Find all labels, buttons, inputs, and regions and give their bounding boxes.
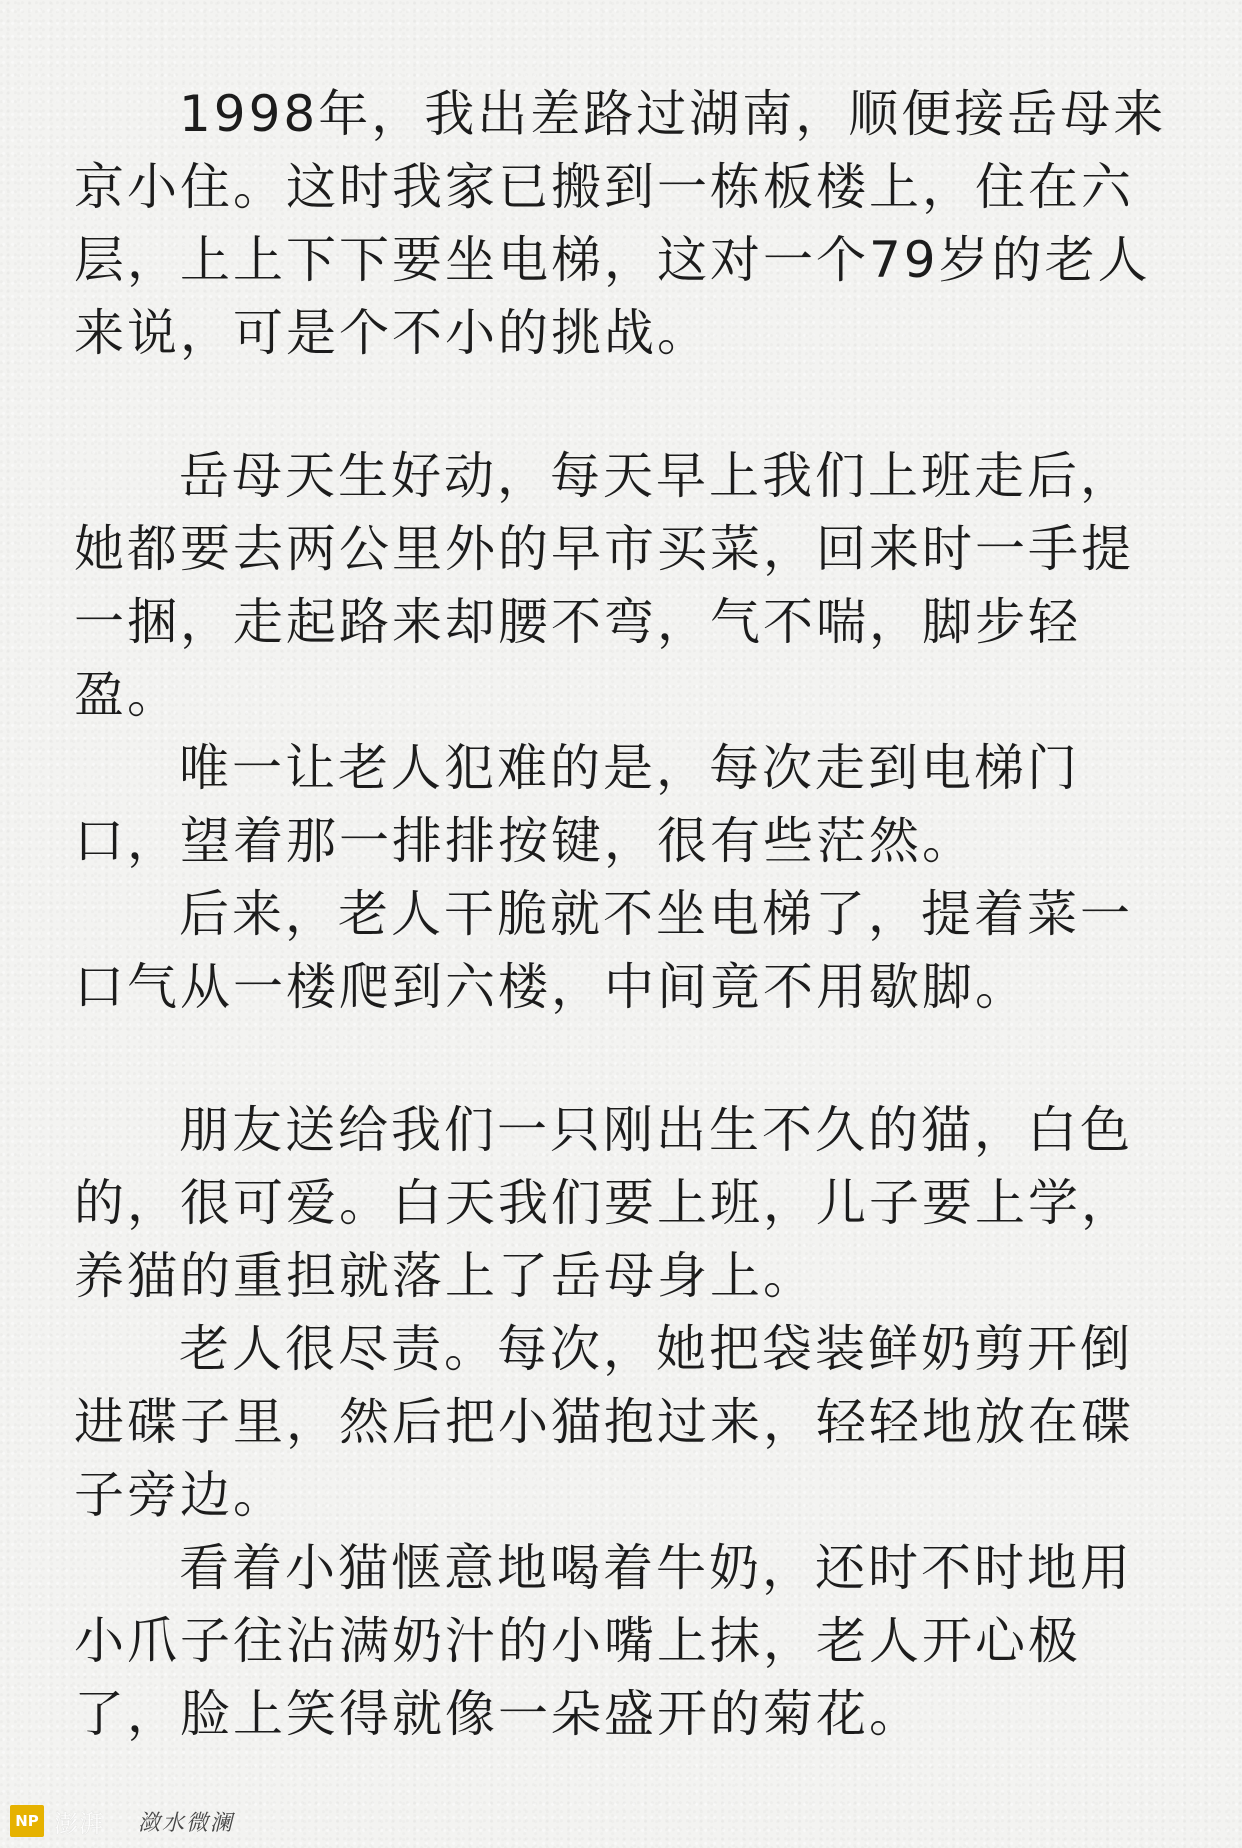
paragraph: 看着小猫惬意地喝着牛奶，还时不时地用小爪子往沾满奶汁的小嘴上抹，老人开心极了，脸上笑得就像一朵盛开的菊花。 [74,1539,1133,1743]
paragraph: 岳母天生好动，每天早上我们上班走后，她都要去两公里外的早市买菜，回来时一手提一捆，走起路来却腰不弯，气不喘，脚步轻盈。 [74,447,1134,724]
paragraph: 1998年，我出差路过湖南，顺便接岳母来京小住。这时我家已搬到一栋板楼上，住在六层，上上下下要坐电梯，这对一个79岁的老人来说，可是个不小的挑战。 [74,85,1167,362]
paragraph: 唯一让老人犯难的是，每次走到电梯门口，望着那一排排按键，很有些茫然。 [74,739,1080,870]
paragraph: 老人很尽责。每次，她把袋装鲜奶剪开倒进碟子里，然后把小猫抱过来，轻轻地放在碟子旁边。 [74,1320,1134,1524]
article-section [74,78,1184,370]
brand-watermark: 澎湃 [54,1809,104,1838]
article-body [74,78,1184,1751]
np-logo-icon: NP [10,1805,44,1837]
paragraph: 朋友送给我们一只刚出生不久的猫，白色的，很可爱。白天我们要上班，儿子要上学，养猫的重担就落上了岳母身上。 [74,1101,1134,1305]
article-section [74,440,1184,1024]
paragraph: 后来，老人干脆就不坐电梯了，提着菜一口气从一楼爬到六楼，中间竟不用歇脚。 [74,885,1133,1016]
watermark-footer [10,1804,234,1838]
article-section [74,1094,1184,1751]
author-signature: 潋水微澜 [138,1810,235,1836]
